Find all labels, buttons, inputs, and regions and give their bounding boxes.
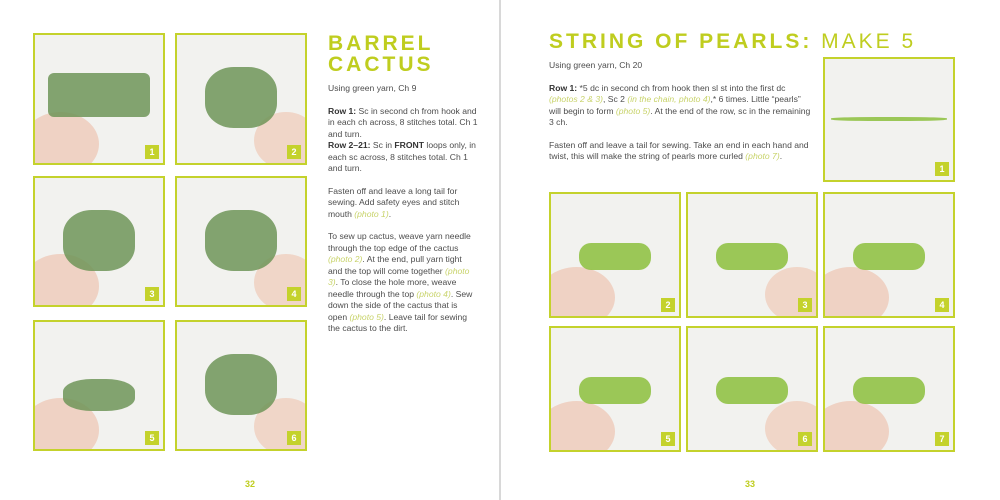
photo-7 [823,326,955,452]
photo-ref: (photo 5) [615,105,651,116]
text: . Leave tail for sewing the cactus to the dirt. [328,311,468,333]
text: Fasten off and leave a long tail for sewing. Add safety eyes and stitch mouth [328,185,460,219]
photo-1 [823,57,955,182]
row-1 [328,106,478,141]
photo-number: 5 [145,431,159,445]
string-of-pearls-text [549,31,969,52]
page-number: 32 [245,479,256,489]
right-page [501,0,1000,500]
photo-number: 2 [287,145,301,159]
photo-number: 7 [935,432,949,446]
photo-number: 1 [145,145,159,159]
photo-number: 3 [798,298,812,312]
page-title [549,31,969,52]
photo-number: 6 [287,431,301,445]
photo-5 [33,320,165,451]
instructions [549,60,811,174]
photo-2 [549,192,681,318]
photo-6 [686,326,818,452]
photo-number: 1 [935,162,949,176]
photo-3 [686,192,818,318]
photo-ref: (photo 2) [328,254,363,264]
text: *5 dc in second ch from hook then sl st into the first dc [577,82,786,93]
photo-2 [175,33,307,165]
intro: Using green yarn, Ch 20 [549,60,643,70]
paragraph-sew [328,231,478,335]
row-text: loops only, in each sc across, 8 stitches total. Ch 1 and turn. [328,140,476,173]
emphasis: FRONT [394,140,425,150]
row-1 [549,83,811,129]
photo-5 [549,326,681,452]
row-2 [328,140,478,175]
title-line: BARREL [328,32,434,55]
left-page [0,0,499,500]
photo-number: 5 [661,432,675,446]
photo-number: 3 [145,287,159,301]
photo-number: 6 [798,432,812,446]
text: Fasten off and leave a tail for sewing. Take an end in each hand and twist, this will make the string of pearls more curled [549,139,809,161]
photo-number: 4 [935,298,949,312]
photo-ref: (photos 2 & 3) [549,94,603,104]
text: . At the end of the row, sc in the remaining 3 ch. [549,105,811,127]
photo-3 [33,176,165,307]
row-text: Sc in second ch from hook and in each ch across, 8 stitches total. Ch 1 and turn. [328,105,478,139]
photo-4 [823,192,955,318]
row-text: Sc in [370,140,395,150]
row-label: Row 1: [328,105,357,116]
photo-number: 2 [661,298,675,312]
photo-ref: (photo 4) [416,288,451,299]
photo-ref: (photo 3) [328,265,470,287]
text: . [779,151,783,161]
photo-6 [175,320,307,451]
paragraph-fasten [328,186,478,221]
intro: Using green yarn, Ch 9 [328,83,417,93]
text: , Sc 2 [602,94,628,104]
row-label: Row 2–21: [328,140,371,150]
photo-ref: (photo 5) [349,311,384,322]
photo-number: 4 [287,287,301,301]
text: . [388,208,392,219]
paragraph-fasten [549,140,811,163]
photo-1 [33,33,165,165]
text: . At the end, pull yarn tight and the top will come together [328,254,462,276]
barrel-cactus-text [328,33,478,346]
text: . To close the hole more, weave needle through the top [328,277,457,299]
text: . Sew down the side of the cactus that is open [328,288,473,322]
title-main: STRING OF PEARLS: [549,30,813,53]
page-title [328,33,478,75]
text: To sew up cactus, weave yarn needle through the top edge of the cactus [328,231,471,253]
row-label: Row 1: [549,82,578,93]
title-line: CACTUS [328,53,434,76]
page-number: 33 [745,479,756,489]
photo-ref: (in the chain, photo 4) [627,94,711,104]
photo-ref: (photo 7) [745,151,780,161]
photo-4 [175,176,307,307]
text: ,* 6 times. Little “pearls” will begin to form [549,94,801,116]
photo-ref: (photo 1) [354,208,389,219]
title-suffix: MAKE 5 [812,30,917,53]
